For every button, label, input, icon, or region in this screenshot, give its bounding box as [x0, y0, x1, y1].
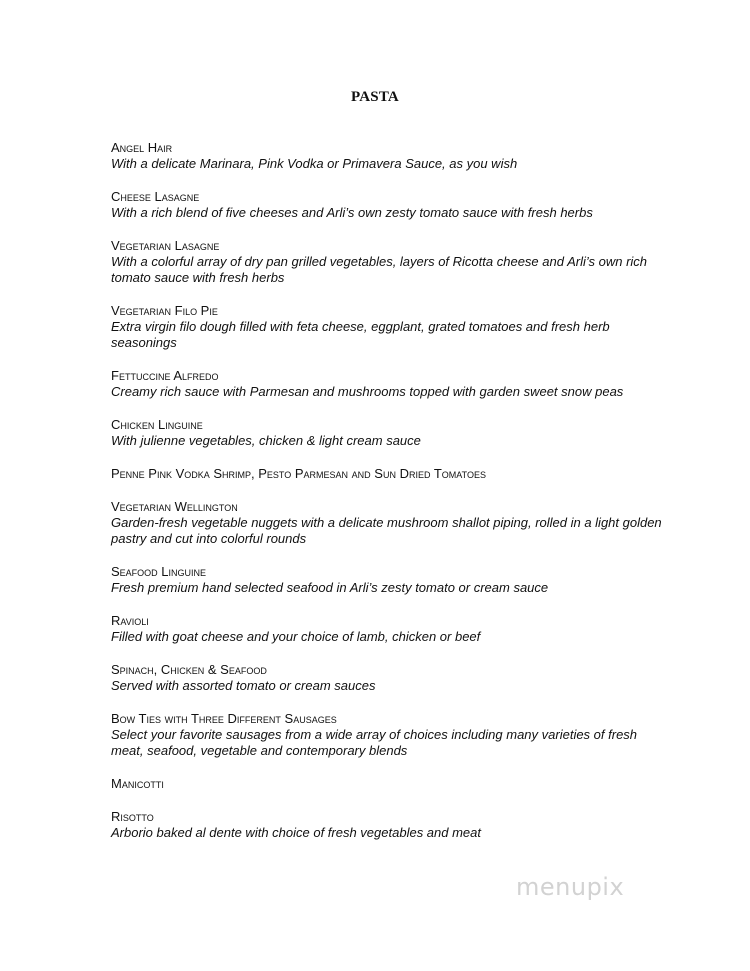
- menu-item-name: Vegetarian Lasagne: [111, 238, 220, 253]
- menu-item-name: Spinach, Chicken & Seafood: [111, 662, 267, 677]
- menu-item: [111, 613, 671, 645]
- menu-item-description: Fresh premium hand selected seafood in Arli’s zesty tomato or cream sauce: [111, 580, 549, 595]
- menu-item-name: Seafood Linguine: [111, 564, 207, 579]
- menu-item-description: Select your favorite sausages from a wide array of choices including many varieties of fresh meat, seafood, vegetable and contemporary blends: [111, 727, 638, 758]
- menu-item-name: Risotto: [111, 809, 154, 824]
- menupix-watermark: menupix: [516, 873, 625, 901]
- menu-item: [111, 809, 671, 841]
- menu-item-name: Manicotti: [111, 776, 164, 791]
- menu-item: [111, 466, 671, 482]
- menu-item-name: Bow Ties with Three Different Sausages: [111, 711, 337, 726]
- menu-item-description: Creamy rich sauce with Parmesan and mushrooms topped with garden sweet snow peas: [111, 384, 624, 399]
- page-title: PASTA: [351, 89, 399, 105]
- menu-item-name: Ravioli: [111, 613, 149, 628]
- menu-item-description: Garden-fresh vegetable nuggets with a delicate mushroom shallot piping, rolled in a light golden pastry and cut into colorful rounds: [111, 515, 662, 546]
- menu-item-description: With a rich blend of five cheeses and Arli’s own zesty tomato sauce with fresh herbs: [111, 205, 593, 220]
- menu-item: [111, 238, 671, 286]
- menu-item-description: With a colorful array of dry pan grilled vegetables, layers of Ricotta cheese and Arli’s own rich tomato sauce with fresh herbs: [111, 254, 648, 285]
- menu-item-description: Arborio baked al dente with choice of fresh vegetables and meat: [111, 825, 482, 840]
- menu-item-description: With a delicate Marinara, Pink Vodka or Primavera Sauce, as you wish: [111, 156, 518, 171]
- menu-item-name: Chicken Linguine: [111, 417, 203, 432]
- menu-item: [111, 711, 671, 759]
- menu-item-name: Vegetarian Filo Pie: [111, 303, 218, 318]
- menu-item: [111, 776, 671, 792]
- menu-item: [111, 417, 671, 449]
- menu-list: [111, 140, 671, 858]
- menu-item-description: Served with assorted tomato or cream sauces: [111, 678, 376, 693]
- menu-item: [111, 499, 671, 547]
- menu-item-name: Fettuccine Alfredo: [111, 368, 219, 383]
- menu-item-name: Angel Hair: [111, 140, 173, 155]
- menu-item-description: Extra virgin filo dough filled with feta cheese, eggplant, grated tomatoes and fresh herb seasonings: [111, 319, 610, 350]
- menu-item: [111, 140, 671, 172]
- menu-item: [111, 662, 671, 694]
- menu-item: [111, 564, 671, 596]
- menu-item-name: Vegetarian Wellington: [111, 499, 238, 514]
- menu-item: [111, 368, 671, 400]
- menu-item-description: Filled with goat cheese and your choice of lamb, chicken or beef: [111, 629, 481, 644]
- menu-item-description: With julienne vegetables, chicken & light cream sauce: [111, 433, 421, 448]
- menu-item: [111, 189, 671, 221]
- menu-item-name: Cheese Lasagne: [111, 189, 200, 204]
- menu-item-name: Penne Pink Vodka Shrimp, Pesto Parmesan and Sun Dried Tomatoes: [111, 466, 486, 481]
- menu-item: [111, 303, 671, 351]
